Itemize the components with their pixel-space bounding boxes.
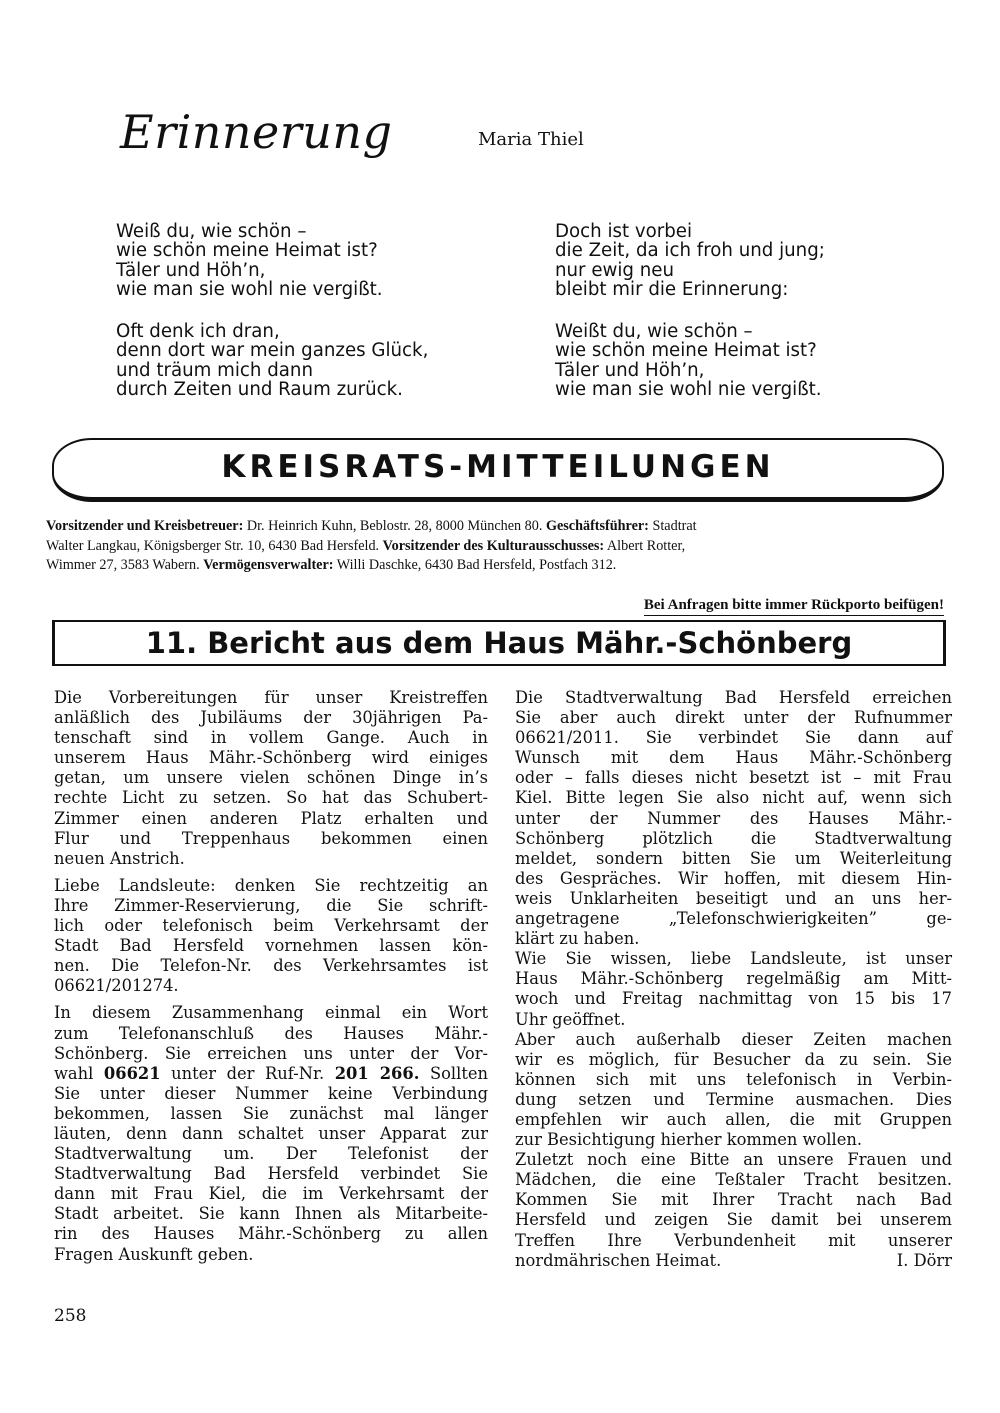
text-line: tenschaft sind in vollem Gange. Auch in [54,728,488,748]
text-line: In diesem Zusammenhang einmal ein Wort [54,1003,488,1023]
text-line: Die Vorbereitungen für unser Kreistreffen [54,688,488,707]
text-line [54,1064,488,1084]
text-line: rechte Licht zu setzen. So hat das Schubert- [54,788,488,808]
poem-line: die Zeit, da ich froh und jung; [555,240,825,262]
poem-line: und träum mich dann [116,359,313,381]
text-line: Schönberg plötzlich die Stadtverwaltung [515,828,952,848]
text-line: Mädchen, die eine Teßtaler Tracht besitzen. [515,1170,952,1190]
officers-line [46,517,946,537]
text-line: Stadtverwaltung Bad Hersfeld verbindet Sie [54,1164,488,1184]
text-line: Zimmer einen anderen Platz erhalten und [54,808,488,828]
postage-hint: Bei Anfragen bitte immer Rückporto beifügen! [644,596,944,616]
poem-stanza-1 [116,222,383,300]
poem-line: wie man sie wohl nie vergißt. [555,379,822,401]
text-line: Zuletzt noch eine Bitte an unsere Frauen und [515,1150,952,1170]
paragraph [54,1003,488,1264]
text-run: wahl [54,1063,104,1083]
officers-line [46,556,946,576]
text-line: Stadt Bad Hersfeld vornehmen lassen kön- [54,936,488,956]
text-line: zur Besichtigung hierher kommen wollen. [515,1130,863,1150]
text-line: wir es möglich, für Besucher da zu sein. Sie [515,1049,952,1069]
author-signature: I. Dörr [896,1250,952,1270]
poem-title: Erinnerung [120,105,393,159]
text-line: Wunsch mit dem Haus Mähr.-Schönberg [515,748,952,768]
text-line: anläßlich des Jubiläums der 30jährigen Pa- [54,708,488,728]
text-line: lich oder telefonisch beim Verkehrsamt der [54,916,488,936]
page-number: 258 [54,1306,87,1326]
right-column [515,688,952,1271]
text-line: Ihre Zimmer-Reservierung, die Sie schrift- [54,895,488,915]
text-run: unter der Ruf-Nr. [160,1063,335,1083]
poem-line: Täler und Höh’n, [555,359,705,381]
text-line: empfehlen wir auch allen, die mit Gruppen [515,1109,952,1129]
text-line: Wie Sie wissen, liebe Landsleute, ist unser [515,949,952,969]
paragraph [515,1030,952,1151]
poem-line: wie man sie wohl nie vergißt. [116,279,383,301]
report-title: 11. Bericht aus dem Haus Mähr.-Schönberg [145,626,853,660]
text-line: Sie unter dieser Nummer keine Verbindung [54,1083,488,1103]
poem-line: Weiß du, wie schön – [116,221,307,242]
poem-line: nur ewig neu [555,259,675,281]
officers-line [46,537,946,557]
text-line [515,1251,952,1271]
text-line: nen. Die Telefon-Nr. des Verkehrsamtes ist [54,956,488,976]
paragraph [515,1150,952,1271]
officer-label: Vorsitzender des Kulturausschusses: [382,537,605,554]
text-line: Fragen Auskunft geben. [54,1244,254,1264]
text-line: Treffen Ihre Verbundenheit mit unserer [515,1230,952,1250]
poem-line: Doch ist vorbei [555,221,693,242]
text-line: bekommen, lassen Sie zunächst mal länger [54,1103,488,1123]
officer-text: Dr. Heinrich Kuhn, Beblostr. 28, 8000 München 80. [243,518,546,534]
text-line: angetragene „Telefonschwierigkeiten” ge- [515,909,952,929]
poem-stanza-2 [116,322,428,400]
text-line: zum Telefonanschluß des Hauses Mähr.- [54,1023,488,1043]
paragraph [54,688,488,869]
text-line: oder – falls dieses nicht besetzt ist – mit Frau [515,768,952,788]
text-line: des Gespräches. Wir hoffen, mit diesem Hin- [515,868,952,888]
poem-line: Weißt du, wie schön – [555,321,753,342]
text-line: Hersfeld und zeigen Sie damit bei unserem [515,1210,952,1230]
text-run: Sollten [419,1063,488,1083]
text-line: unter der Nummer des Hauses Mähr.- [515,808,952,828]
poem-line: denn dort war mein ganzes Glück, [116,340,429,362]
text-line: 06621/201274. [54,976,179,996]
paragraph [54,876,488,997]
text-line: unserem Haus Mähr.-Schönberg wird einiges [54,748,488,768]
banner-title: KREISRATS-MITTEILUNGEN [221,449,775,485]
text-line: meldet, sondern bitten Sie um Weiterleitung [515,848,952,868]
text-line: Die Stadtverwaltung Bad Hersfeld erreichen [515,688,952,707]
text-line: können sich mit uns telefonisch in Verbin- [515,1069,952,1089]
officer-text: Willi Daschke, 6430 Bad Hersfeld, Postfach 312. [333,557,617,573]
text-line: Flur und Treppenhaus bekommen einen [54,828,488,848]
text-line: läuten, denn dann schaltet unser Apparat zur [54,1123,488,1143]
text-line: Stadt arbeitet. Sie kann Ihnen als Mitarbeite- [54,1204,488,1224]
text-line: 06621/2011. Sie verbindet Sie dann auf [515,728,952,748]
paragraph [515,688,952,949]
poem-stanza-3 [555,222,825,300]
officer-text: Stadtrat [648,518,697,534]
poem-author: Maria Thiel [478,129,584,150]
text-line: Liebe Landsleute: denken Sie rechtzeitig an [54,875,488,895]
paragraph [515,949,952,1029]
officer-text: Albert Rotter, [604,537,686,554]
text-line: rin des Hauses Mähr.-Schönberg zu allen [54,1224,488,1244]
text-line: neuen Anstrich. [54,848,185,868]
text-line: getan, um unsere vielen schönen Dinge in’s [54,768,488,788]
text-run: nordmährischen Heimat. [515,1250,722,1270]
text-line: woch und Freitag nachmittag von 15 bis 17 [515,989,952,1009]
text-line: Kommen Sie mit Ihrer Tracht nach Bad [515,1190,952,1210]
text-line: weis Unklarheiten beseitigt und an uns her- [515,888,952,908]
poem-stanza-4 [555,322,822,400]
area-code: 06621 [103,1063,161,1083]
officer-label: Geschäftsführer: [545,518,649,534]
text-line: Aber auch außerhalb dieser Zeiten machen [515,1029,952,1049]
text-line: Haus Mähr.-Schönberg regelmäßig am Mitt- [515,969,952,989]
text-line: dung setzen und Termine ausmachen. Dies [515,1089,952,1109]
text-line: dann mit Frau Kiel, die im Verkehrsamt der [54,1184,488,1204]
officer-label: Vermögensverwalter: [203,557,334,573]
phone-number: 201 266. [334,1063,420,1083]
officer-text: Walter Langkau, Königsberger Str. 10, 6430 Bad Hersfeld. [46,537,383,554]
poem-line: wie schön meine Heimat ist? [116,240,378,262]
officer-label: Vorsitzender und Kreisbetreuer: [46,518,244,534]
poem-line: durch Zeiten und Raum zurück. [116,379,403,401]
officer-text: Wimmer 27, 3583 Wabern. [46,557,204,573]
text-line: klärt zu haben. [515,929,640,949]
left-column [54,688,488,1265]
poem-line: Täler und Höh’n, [116,259,266,281]
officers-block [46,517,946,576]
text-line: Sie aber auch direkt unter der Rufnummer [515,708,952,728]
text-line: Stadtverwaltung um. Der Telefonist der [54,1144,488,1164]
poem-line: Oft denk ich dran, [116,321,280,342]
poem-line: bleibt mir die Erinnerung: [555,279,789,301]
text-line: Schönberg. Sie erreichen uns unter der Vor- [54,1043,488,1063]
text-line: Kiel. Bitte legen Sie also nicht auf, wenn sich [515,788,952,808]
poem-line: wie schön meine Heimat ist? [555,340,817,362]
text-line: Uhr geöffnet. [515,1009,626,1029]
